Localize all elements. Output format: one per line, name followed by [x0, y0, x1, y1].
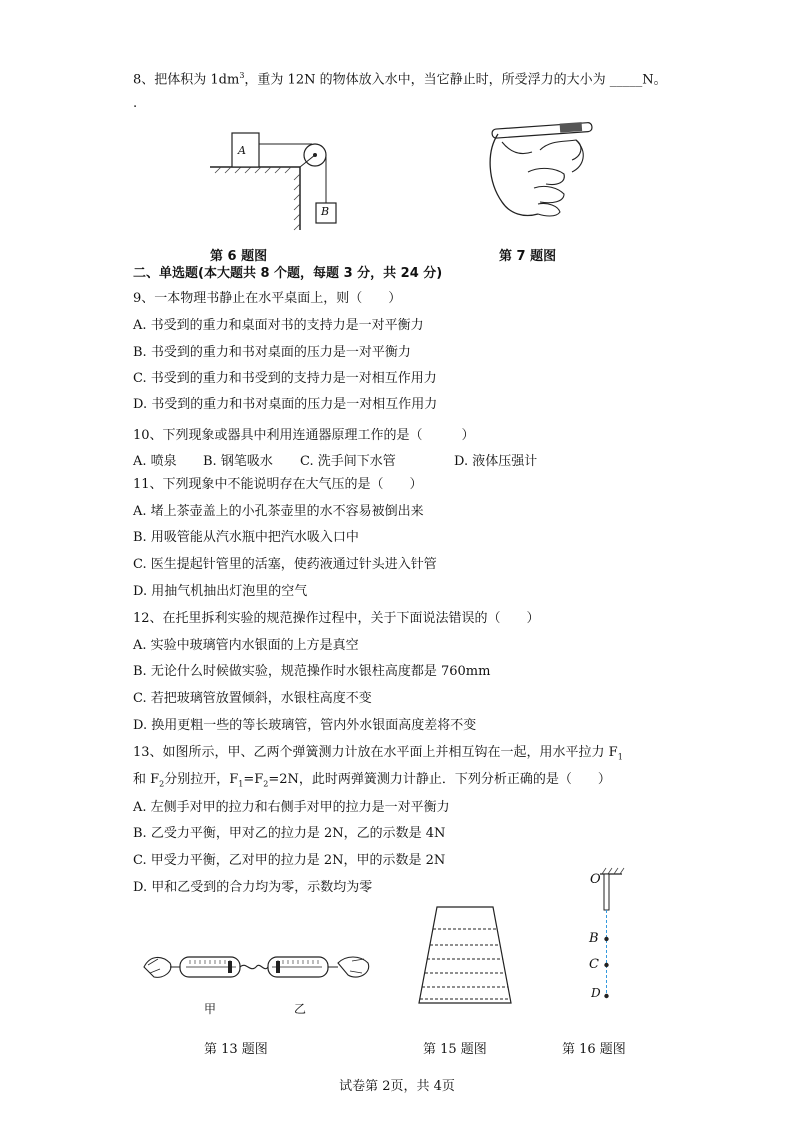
q13-stem-line-2 [133, 772, 611, 793]
q11-option-d[interactable]: D. 用抽气机抽出灯泡里的空气 [133, 584, 308, 599]
q13-option-c[interactable]: C. 甲受力平衡，乙对甲的拉力是 2N，甲的示数是 2N [133, 853, 446, 868]
figure-6-diagram [205, 125, 365, 235]
q11-option-a[interactable]: A. 堵上茶壶盖上的小孔茶壶里的水不容易被倒出来 [133, 504, 424, 519]
fig6-caption: 第 6 题图 [210, 249, 268, 264]
q13-sub-f1: 1 [617, 752, 623, 762]
q13-stem-text-2a: 和 F [133, 772, 160, 787]
q10-option-a[interactable]: A. 喷泉 [133, 454, 177, 469]
fig16-label-d: D [591, 986, 601, 998]
q13-option-b[interactable]: B. 乙受力平衡，甲对乙的拉力是 2N，乙的示数是 4N [133, 826, 446, 841]
q11-option-b[interactable]: B. 用吸管能从汽水瓶中把汽水吸入口中 [133, 530, 359, 545]
q11-stem: 11、下列现象中不能说明存在大气压的是（ ） [133, 477, 423, 492]
q13-sub-f2b: 2 [263, 779, 269, 789]
fig6-label-a: A [238, 144, 246, 157]
fig16-label-b: B [589, 931, 599, 946]
fig15-caption: 第 15 题图 [423, 1042, 487, 1057]
q9-option-d[interactable]: D. 书受到的重力和书对桌面的压力是一对相互作用力 [133, 397, 438, 412]
q11-option-c[interactable]: C. 医生提起针管里的活塞，使药液通过针头进入针管 [133, 557, 437, 572]
q10-option-d[interactable]: D. 液体压强计 [454, 454, 538, 469]
figure-15-diagram [415, 903, 515, 1008]
q8-answer-blank[interactable]: _____ [609, 72, 643, 88]
figure-16-diagram [598, 866, 628, 1001]
q12-option-b[interactable]: B. 无论什么时候做实验，规范操作时水银柱高度都是 760mm [133, 664, 491, 679]
figure-7-diagram [480, 122, 600, 222]
q12-option-d[interactable]: D. 换用更粗一些的等长玻璃管，管内外水银面高度差将不变 [133, 718, 477, 733]
q9-option-b[interactable]: B. 书受到的重力和书对桌面的压力是一对平衡力 [133, 345, 411, 360]
fig13-label-yi: 乙 [294, 1002, 307, 1016]
q12-option-a[interactable]: A. 实验中玻璃管内水银面的上方是真空 [133, 638, 359, 653]
q8-stray-dot: . [133, 96, 138, 111]
fig16-caption: 第 16 题图 [562, 1042, 626, 1057]
figure-13-diagram [140, 945, 380, 995]
q13-stem-text-2b: 分别拉开，F [164, 772, 239, 787]
q8-superscript: 3 [239, 71, 245, 80]
fig6-label-b: B [321, 205, 330, 218]
q8-prefix: 8、把体积为 1dm [133, 72, 240, 88]
q8-suffix: ，重为 12N 的物体放入水中，当它静止时，所受浮力的大小为 [244, 72, 610, 88]
q9-option-c[interactable]: C. 书受到的重力和书受到的支持力是一对相互作用力 [133, 371, 437, 386]
q13-stem-text-2c: =F [243, 772, 264, 787]
q13-sub-f2: 2 [159, 779, 165, 789]
q9-option-a[interactable]: A. 书受到的重力和桌面对书的支持力是一对平衡力 [133, 318, 424, 333]
section-2-title: 二、单选题(本大题共 8 个题，每题 3 分，共 24 分) [133, 266, 443, 281]
q13-stem-text-1: 13、如图所示，甲、乙两个弹簧测力计放在水平面上并相互钩在一起，用水平拉力 F [133, 745, 618, 760]
q10-stem: 10、下列现象或器具中利用连通器原理工作的是（ ） [133, 428, 475, 443]
fig7-caption: 第 7 题图 [499, 249, 557, 264]
q9-stem: 9、一本物理书静止在水平桌面上，则（ ） [133, 291, 402, 306]
q12-option-c[interactable]: C. 若把玻璃管放置倾斜，水银柱高度不变 [133, 691, 372, 706]
q13-option-a[interactable]: A. 左侧手对甲的拉力和右侧手对甲的拉力是一对平衡力 [133, 800, 450, 815]
fig13-label-jia: 甲 [204, 1002, 217, 1016]
q13-sub-f1b: 1 [238, 779, 244, 789]
q10-option-b[interactable]: B. 钢笔吸水 [203, 454, 273, 469]
q13-stem-text-2d: =2N，此时两弹簧测力计静止．下列分析正确的是（ ） [268, 772, 611, 787]
fig16-label-o: O [590, 872, 601, 887]
q10-option-c[interactable]: C. 洗手间下水管 [300, 454, 396, 469]
q8-unit: N。 [642, 72, 667, 88]
question-8 [133, 68, 667, 88]
q13-option-d[interactable]: D. 甲和乙受到的合力均为零，示数均为零 [133, 880, 373, 895]
fig16-label-c: C [589, 957, 599, 972]
fig13-caption: 第 13 题图 [204, 1042, 268, 1057]
page-footer: 试卷第 2页，共 4页 [339, 1079, 455, 1094]
q13-stem-line-1 [133, 745, 623, 766]
q12-stem: 12、在托里拆利实验的规范操作过程中，关于下面说法错误的（ ） [133, 611, 540, 626]
